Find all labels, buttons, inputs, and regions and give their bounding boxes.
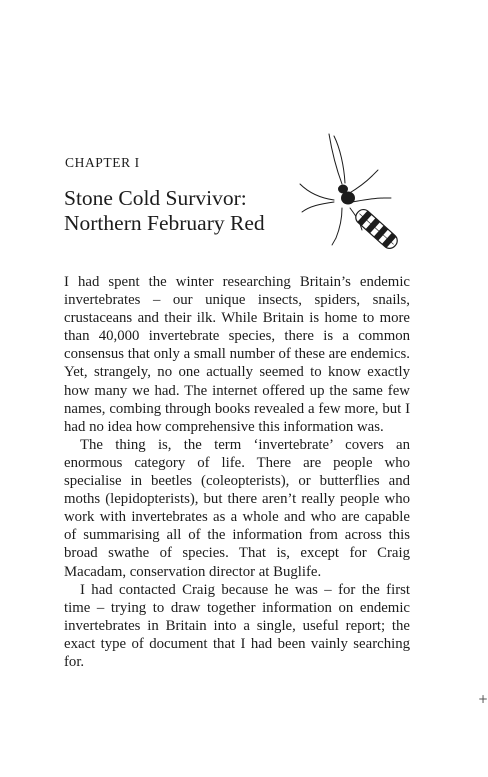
paragraph-3: I had contacted Craig because he was – for the first time – trying to draw together information on endemic invertebrates in Britain into a single, useful report; the exact type of document that I had been vainly searching for. (64, 581, 410, 670)
chapter-title-line-2: Northern February Red (64, 211, 265, 235)
body-text (64, 273, 410, 671)
paragraph-1: I had spent the winter researching Britain’s endemic invertebrates – our unique insects, spiders, snails, crustaceans and their ilk. While Britain is home to more than 40,000 invertebrate species, there is a common consensus that only a small number of these are endemics. Yet, strangely, no one actually seemed to know exactly how many we had. The internet offered up the same few names, combing through books revealed a few more, but I had no idea how comprehensive this information was. (64, 274, 410, 435)
margin-crop-mark: + (478, 692, 488, 706)
stonefly-insect-icon (298, 132, 410, 254)
paragraph-2: The thing is, the term ‘invertebrate’ covers an enormous category of life. There are people who specialise in beetles (coleopterists), or butterflies and moths (lepidopterists), but there aren’t really people who work with invertebrates as a whole and who are capable of summarising all of the information from across this broad swathe of species. That is, except for Craig Macadam, conservation director at Buglife. (64, 436, 410, 580)
chapter-title (64, 186, 265, 236)
chapter-label: CHAPTER I (65, 155, 140, 170)
chapter-title-line-1: Stone Cold Survivor: (64, 186, 247, 210)
